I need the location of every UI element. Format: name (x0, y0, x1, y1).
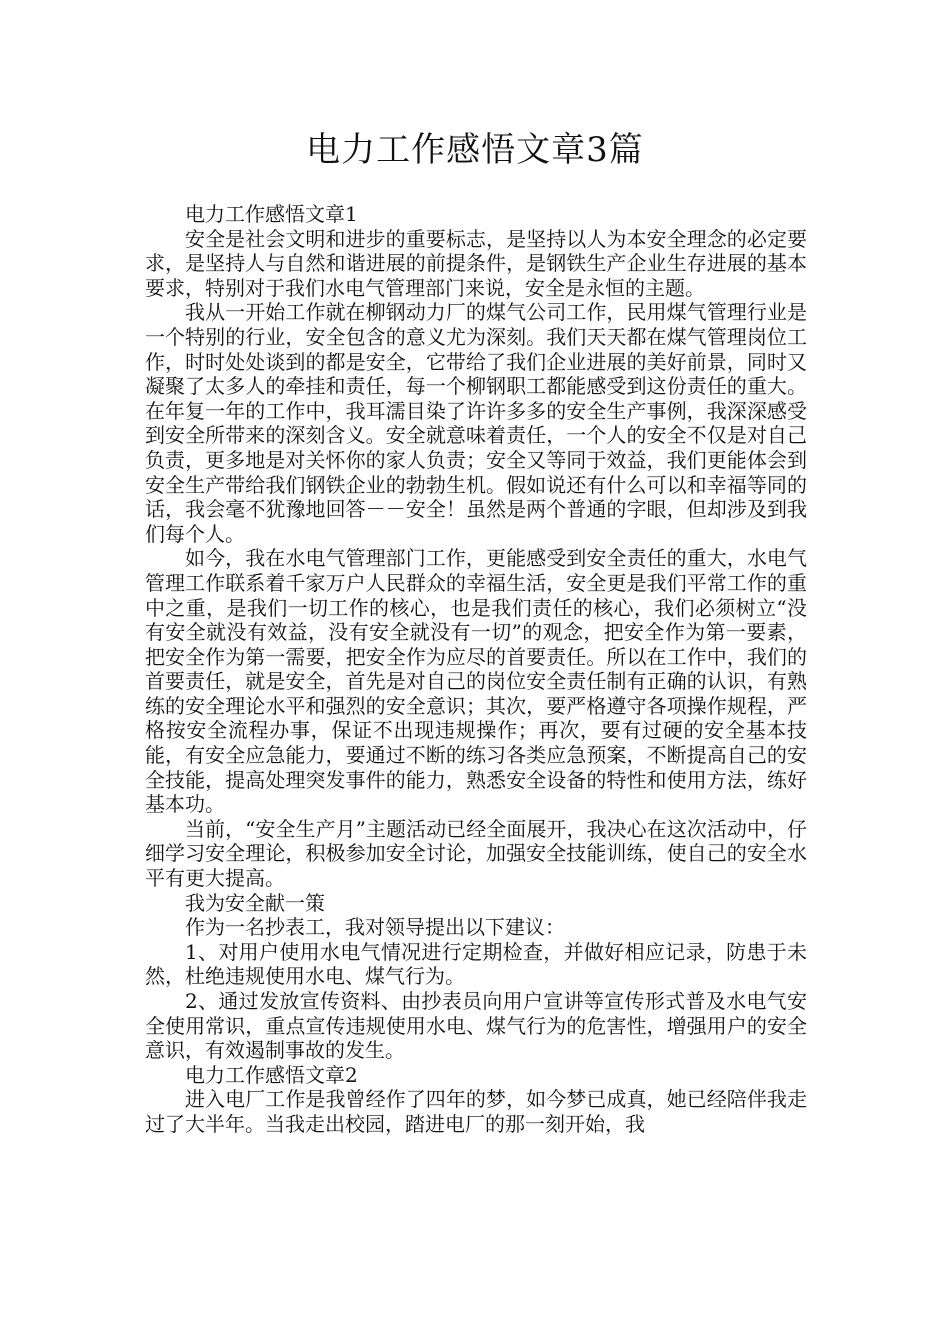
document-body (145, 202, 807, 1137)
document-title: 电力工作感悟文章3篇 (306, 130, 644, 170)
section-heading-2: 电力工作感悟文章2 (185, 1062, 358, 1087)
list-item: 1、对用户使用水电气情况进行定期检查，并做好相应记录，防患于未然，杜绝违规使用水电、煤气行为。 (145, 939, 807, 989)
paragraph: 作为一名抄表工，我对领导提出以下建议： (185, 915, 565, 940)
paragraph: 安全是社会文明和进步的重要标志，是坚持以人为本安全理念的必定要求，是坚持人与自然和谐进展的前提条件，是钢铁生产企业生存进展的基本要求，特别对于我们水电气管理部门来说，安全是永恒的主题。 (145, 226, 807, 300)
paragraph: 如今，我在水电气管理部门工作，更能感受到安全责任的重大，水电气管理工作联系着千家万户人民群众的幸福生活，安全更是我们平常工作的重中之重，是我们一切工作的核心，也是我们责任的核心，我们必须树立“没有安全就没有效益，没有安全就没有一切”的观念，把安全作为第一要素，把安全作为第一需要，把安全作为应尽的首要责任。所以在工作中，我们的首要责任，就是安全，首先是对自己的岗位安全责任制有正确的认识，有熟练的安全理论水平和强烈的安全意识；其次，要严格遵守各项操作规程，严格按安全流程办事，保证不出现违规操作；再次，要有过硬的安全基本技能，有安全应急能力，要通过不断的练习各类应急预案，不断提高自己的安全技能，提高处理突发事件的能力，熟悉安全设备的特性和使用方法，练好基本功。 (145, 546, 807, 817)
paragraph: 我从一开始工作就在柳钢动力厂的煤气公司工作，民用煤气管理行业是一个特别的行业，安全包含的意义尤为深刻。我们天天都在煤气管理岗位工作，时时处处谈到的都是安全，它带给了我们企业进展的美好前景，同时又凝聚了太多人的牵挂和责任，每一个柳钢职工都能感受到这份责任的重大。在年复一年的工作中，我耳濡目染了许许多多的安全生产事例，我深深感受到安全所带来的深刻含义。安全就意味着责任，一个人的安全不仅是对自己负责，更多地是对关怀你的家人负责；安全又等同于效益，我们更能体会到安全生产带给我们钢铁企业的勃勃生机。假如说还有什么可以和幸福等同的话，我会毫不犹豫地回答－－安全！虽然是两个普通的字眼，但却涉及到我们每个人。 (145, 300, 807, 546)
list-item: 2、通过发放宣传资料、由抄表员向用户宣讲等宣传形式普及水电气安全使用常识，重点宣传违规使用水电、煤气行为的危害性，增强用户的安全意识，有效遏制事故的发生。 (145, 989, 807, 1063)
section-heading-1: 电力工作感悟文章1 (185, 202, 358, 226)
paragraph: 当前，“安全生产月”主题活动已经全面展开，我决心在这次活动中，仔细学习安全理论，积极参加安全讨论，加强安全技能训练，使自己的安全水平有更大提高。 (145, 816, 807, 891)
subsection-heading: 我为安全献一策 (185, 890, 325, 915)
paragraph: 进入电厂工作是我曾经作了四年的梦，如今梦已成真，她已经陪伴我走过了大半年。当我走出校园，踏进电厂的那一刻开始，我 (145, 1087, 807, 1136)
